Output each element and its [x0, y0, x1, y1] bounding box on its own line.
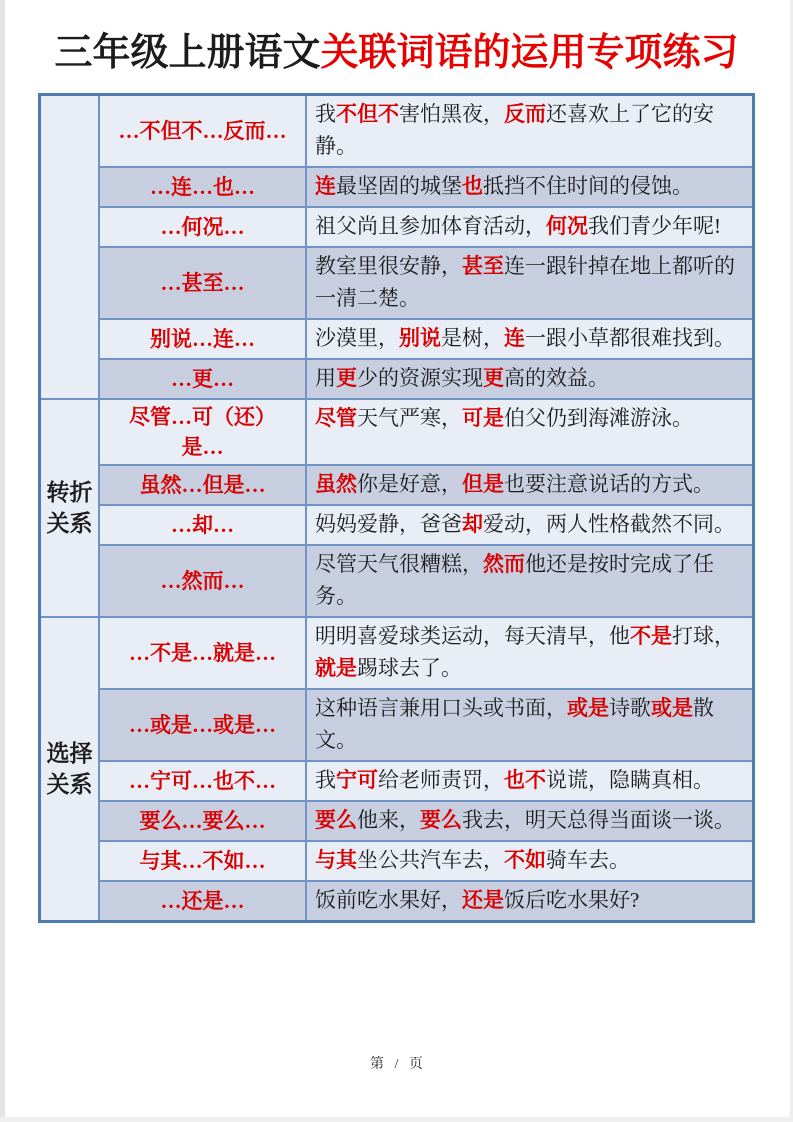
sentence-text: 我们青少年呢! — [588, 214, 721, 238]
sentence-text: 饭前吃水果好， — [315, 888, 462, 912]
keyword-highlight: 虽然 — [315, 472, 357, 496]
category-cell: 选择关系 — [41, 618, 100, 920]
sentence-text: 骑车去。 — [546, 848, 630, 872]
sentence-text: 害怕黑夜， — [399, 102, 504, 126]
sentence-text: 也要注意说话的方式。 — [504, 472, 714, 496]
keyword-highlight: 就是 — [315, 656, 357, 680]
conjunction-pattern-cell: 虽然…但是… — [100, 466, 307, 504]
sentence-text: 散文。 — [315, 696, 714, 752]
sentence-text: 伯父仍到海滩游泳。 — [504, 406, 693, 430]
example-sentence-cell — [307, 466, 752, 504]
sentence-text: 饭后吃水果好? — [504, 888, 640, 912]
sentence-text: 爱动，两人性格截然不同。 — [483, 512, 735, 536]
conjunction-pattern-cell: …还是… — [100, 882, 307, 920]
conjunction-pattern-cell: 要么…要么… — [100, 802, 307, 840]
sentence-text: 他来， — [357, 808, 420, 832]
table-row — [100, 166, 752, 206]
conjunction-pattern-cell: 与其…不如… — [100, 842, 307, 880]
table-row — [100, 318, 752, 358]
table-row — [100, 544, 752, 616]
sentence-text: 连一跟针掉在地上都听的一清二楚。 — [315, 254, 735, 310]
section-rows — [100, 618, 752, 920]
example-sentence-cell — [307, 842, 752, 880]
page-edge-left — [0, 0, 5, 1122]
example-sentence-cell — [307, 802, 752, 840]
sentence-text: 还喜欢上了它的安静。 — [315, 102, 714, 158]
sentence-text: 诗歌 — [609, 696, 651, 720]
table-row — [100, 880, 752, 920]
sentence-text: 我去，明天总得当面谈一谈。 — [462, 808, 735, 832]
keyword-highlight: 可是 — [462, 406, 504, 430]
page-title — [0, 30, 793, 76]
sentence-text: 天气严寒， — [357, 406, 462, 430]
table-section — [41, 398, 752, 616]
keyword-highlight: 别说 — [399, 326, 441, 350]
sentence-text: 给老师责罚， — [378, 768, 504, 792]
sentence-text: 尽管天气很糟糕， — [315, 552, 483, 576]
sentence-text: 这种语言兼用口头或书面， — [315, 696, 567, 720]
keyword-highlight: 甚至 — [462, 254, 504, 278]
table-section — [41, 616, 752, 920]
example-sentence-cell — [307, 546, 752, 616]
conjunction-pattern-cell: …更… — [100, 360, 307, 398]
keyword-highlight: 与其 — [315, 848, 357, 872]
keyword-highlight: 然而 — [483, 552, 525, 576]
sentence-text: 明明喜爱球类运动，每天清早，他 — [315, 624, 630, 648]
example-sentence-cell — [307, 762, 752, 800]
example-sentence-cell — [307, 360, 752, 398]
keyword-highlight: 却 — [462, 512, 483, 536]
conjunction-pattern-cell: …连…也… — [100, 168, 307, 206]
page-number: 第 / 页 — [370, 1057, 423, 1072]
sentence-text: 他还是按时完成了任务。 — [315, 552, 714, 608]
keyword-highlight: 尽管 — [315, 406, 357, 430]
conjunction-pattern-cell: …何况… — [100, 208, 307, 246]
conjunction-pattern-cell: …甚至… — [100, 248, 307, 318]
sentence-text: 抵挡不住时间的侵蚀。 — [483, 174, 693, 198]
keyword-highlight: 不但不 — [336, 102, 399, 126]
conjunction-pattern-cell: …不是…就是… — [100, 618, 307, 688]
sentence-text: 少的资源实现 — [357, 366, 483, 390]
table-row — [100, 800, 752, 840]
section-rows — [100, 400, 752, 616]
keyword-highlight: 更 — [336, 366, 357, 390]
sentence-text: 是树， — [441, 326, 504, 350]
category-cell: 转折关系 — [41, 400, 100, 616]
keyword-highlight: 但是 — [462, 472, 504, 496]
example-sentence-cell — [307, 882, 752, 920]
table-row — [100, 96, 752, 166]
page-edge-bottom — [0, 1117, 793, 1122]
table-section — [41, 96, 752, 398]
table-row — [100, 400, 752, 464]
sentence-text: 沙漠里， — [315, 326, 399, 350]
sentence-text: 教室里很安静， — [315, 254, 462, 278]
keyword-highlight: 或是 — [567, 696, 609, 720]
section-rows — [100, 96, 752, 398]
table-row — [100, 206, 752, 246]
keyword-highlight: 更 — [483, 366, 504, 390]
category-cell — [41, 96, 100, 398]
keyword-highlight: 或是 — [651, 696, 693, 720]
sentence-text: 用 — [315, 366, 336, 390]
conjunction-pattern-cell: …宁可…也不… — [100, 762, 307, 800]
keyword-highlight: 还是 — [462, 888, 504, 912]
title-grade-part: 三年级上册语文 — [54, 32, 321, 74]
keyword-highlight: 不如 — [504, 848, 546, 872]
conjunction-pattern-cell: 别说…连… — [100, 320, 307, 358]
sentence-text: 妈妈爱静，爸爸 — [315, 512, 462, 536]
table-row — [100, 504, 752, 544]
sentence-text: 祖父尚且参加体育活动， — [315, 214, 546, 238]
sentence-text: 高的效益。 — [504, 366, 609, 390]
table-row — [100, 760, 752, 800]
keyword-highlight: 何况 — [546, 214, 588, 238]
example-sentence-cell — [307, 618, 752, 688]
table-row — [100, 358, 752, 398]
table-row — [100, 246, 752, 318]
example-sentence-cell — [307, 690, 752, 760]
sentence-text: 你是好意， — [357, 472, 462, 496]
keyword-highlight: 不是 — [630, 624, 672, 648]
example-sentence-cell — [307, 248, 752, 318]
sentence-text: 最坚固的城堡 — [336, 174, 462, 198]
sentence-text: 我 — [315, 768, 336, 792]
table-row — [100, 840, 752, 880]
conjunction-pattern-cell: 尽管…可（还）是… — [100, 400, 307, 464]
table-row — [100, 688, 752, 760]
example-sentence-cell — [307, 96, 752, 166]
keyword-highlight: 也 — [462, 174, 483, 198]
conjunction-table — [38, 93, 755, 923]
keyword-highlight: 反而 — [504, 102, 546, 126]
sentence-text: 一跟小草都很难找到。 — [525, 326, 735, 350]
sentence-text: 我 — [315, 102, 336, 126]
example-sentence-cell — [307, 400, 752, 464]
keyword-highlight: 连 — [504, 326, 525, 350]
keyword-highlight: 连 — [315, 174, 336, 198]
example-sentence-cell — [307, 208, 752, 246]
table-row — [100, 464, 752, 504]
table-row — [100, 618, 752, 688]
keyword-highlight: 要么 — [420, 808, 462, 832]
example-sentence-cell — [307, 320, 752, 358]
conjunction-pattern-cell: …却… — [100, 506, 307, 544]
example-sentence-cell — [307, 168, 752, 206]
keyword-highlight: 要么 — [315, 808, 357, 832]
title-topic-part: 关联词语的运用专项练习 — [320, 32, 739, 74]
sentence-text: 踢球去了。 — [357, 656, 462, 680]
keyword-highlight: 也不 — [504, 768, 546, 792]
conjunction-pattern-cell: …不但不…反而… — [100, 96, 307, 166]
sentence-text: 说谎，隐瞒真相。 — [546, 768, 714, 792]
conjunction-pattern-cell: …然而… — [100, 546, 307, 616]
sentence-text: 坐公共汽车去， — [357, 848, 504, 872]
example-sentence-cell — [307, 506, 752, 544]
sentence-text: 打球， — [672, 624, 735, 648]
keyword-highlight: 宁可 — [336, 768, 378, 792]
conjunction-pattern-cell: …或是…或是… — [100, 690, 307, 760]
